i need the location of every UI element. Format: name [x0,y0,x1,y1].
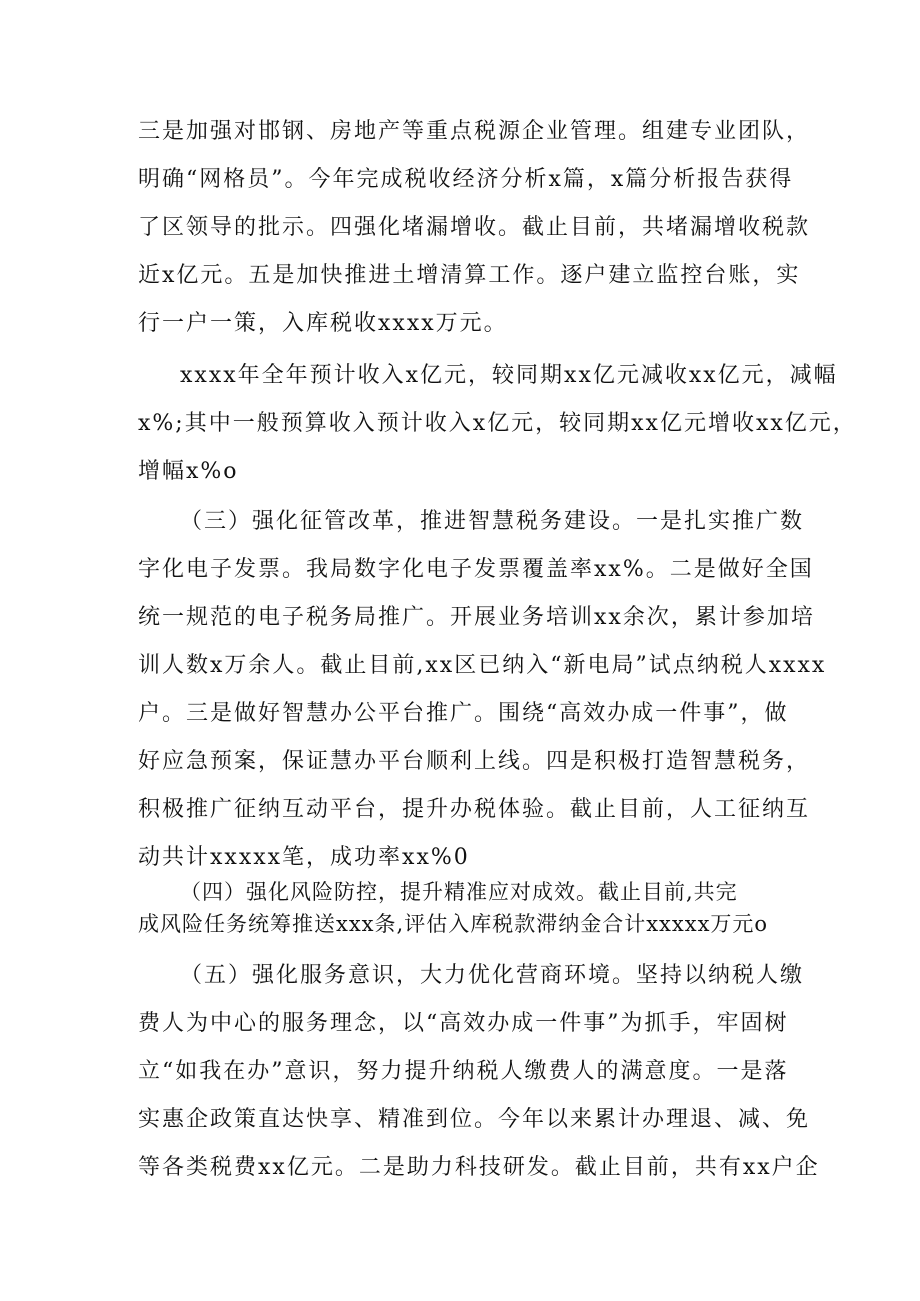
text-line: x%;其中一般预算收入预计收入x亿元，较同期xx亿元增收xx亿元， [138,411,857,436]
text-line: （五）强化服务意识，大力优化营商环境。坚持以纳税人缴 [180,963,805,988]
text-line: （三）强化征管改革，推进智慧税务建设。一是扎实推广数 [180,509,805,534]
text-line: 积极推广征纳互动平台，提升办税体验。截止目前，人工征纳互 [138,797,811,822]
text-line: 增幅x%o [138,459,239,484]
text-line: 成风险任务统筹推送xxx条,评估入库税款滞纳金合计xxxxx万元o [138,912,769,936]
text-line: 动共计xxxxx笔，成功率xx%0 [138,845,470,870]
text-line: 好应急预案，保证慧办平台顺利上线。四是积极打造智慧税务， [138,749,811,774]
text-line: 费人为中心的服务理念，以“高效办成一件事”为抓手，牢固树 [138,1011,789,1036]
text-line: 户。三是做好智慧办公平台推广。围绕“高效办成一件事”，做 [138,701,789,726]
text-line: 三是加强对邯钢、房地产等重点税源企业管理。组建专业团队， [138,119,811,144]
text-line: 近x亿元。五是加快推进土增清算工作。逐户建立监控台账，实 [138,263,801,288]
text-line: 等各类税费xx亿元。二是助力科技研发。截止目前，共有xx户企 [138,1155,820,1180]
text-line: 实惠企政策直达快享、精准到位。今年以来累计办理退、减、免 [138,1107,811,1132]
text-line: 字化电子发票。我局数字化电子发票覆盖率xx%。二是做好全国 [138,557,814,582]
text-line: 了区领导的批示。四强化堵漏增收。截止目前，共堵漏增收税款 [138,215,811,240]
text-line: 行一户一策，入库税收xxxx万元。 [138,311,508,336]
text-line: 训人数x万余人。截止目前,xx区已纳入“新电局”试点纳税人xxxx [138,653,827,678]
text-line: 明确“网格员”。今年完成税收经济分析x篇，x篇分析报告获得 [138,167,794,192]
text-line: 立“如我在办”意识，努力提升纳税人缴费人的满意度。一是落 [138,1059,789,1084]
text-line: （四）强化风险防控，提升精准应对成效。截止目前,共完 [180,880,738,904]
text-line: 统一规范的电子税务局推广。开展业务培训xx余次，累计参加培 [138,605,815,630]
text-line: xxxx年全年预计收入x亿元，较同期xx亿元减收xx亿元，减幅 [180,363,838,388]
